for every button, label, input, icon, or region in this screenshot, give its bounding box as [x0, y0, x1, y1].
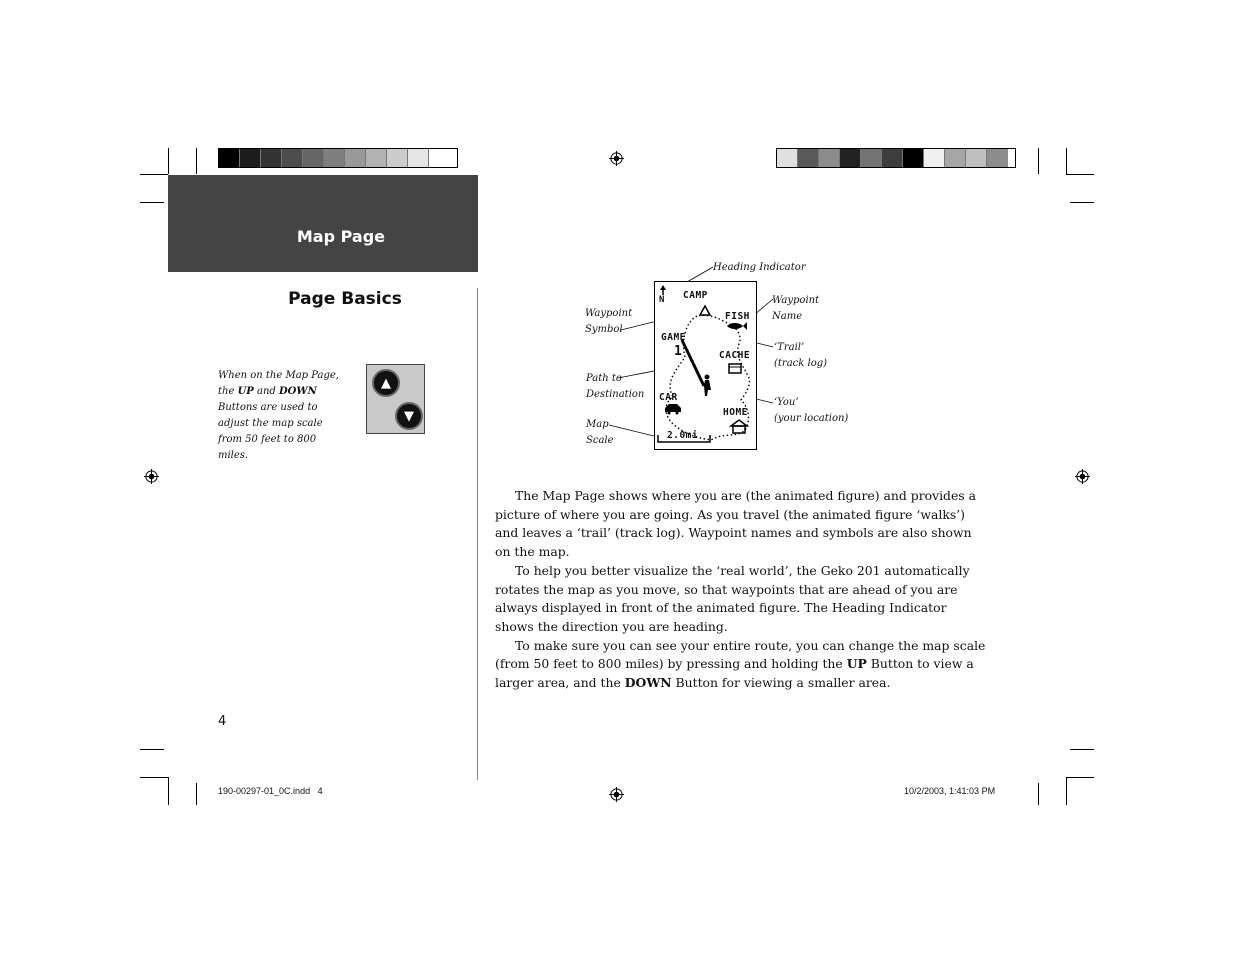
map-waypoint-game-number: 1 — [674, 344, 683, 359]
registration-mark-icon — [1075, 469, 1090, 484]
color-swatch — [777, 149, 798, 167]
map-waypoint-cache: CACHE — [719, 350, 751, 361]
label-line: Waypoint — [585, 308, 633, 319]
color-swatch — [840, 149, 861, 167]
registration-mark-icon — [144, 469, 159, 484]
paragraph-1: The Map Page shows where you are (the animated figure) and provides a picture of where you are going. As you travel (the animated figure ‘walks’) and leaves a ‘trail’ (track log). Waypoint names and symbols are also shown on the map. — [495, 488, 976, 560]
map-north-label: N — [659, 295, 665, 305]
label-line: Scale — [586, 434, 614, 446]
color-swatch — [324, 149, 345, 167]
paragraph-text: To make sure you can see your entire route, you can change the map scale (from 50 feet to 800 miles) by pressing and holding the — [495, 637, 986, 672]
color-swatch — [345, 149, 366, 167]
caption-text: Buttons are used to adjust the map scale from 50 feet to 800 miles. — [218, 402, 323, 461]
map-waypoint-car: CAR — [659, 392, 678, 403]
color-swatch — [966, 149, 987, 167]
color-swatch — [819, 149, 840, 167]
map-waypoint-game: GAME — [661, 332, 686, 343]
paragraph-3 — [495, 637, 987, 693]
caption-text: When on the Map Page, the — [218, 370, 339, 397]
color-swatch — [861, 149, 882, 167]
color-swatch — [240, 149, 261, 167]
paragraph-text: Button for viewing a smaller area. — [671, 675, 891, 691]
footer-timestamp: 10/2/2003, 1:41:03 PM — [904, 786, 996, 796]
registration-mark-icon — [609, 787, 624, 802]
color-swatch — [429, 149, 450, 167]
page-heading: Page Basics — [288, 289, 402, 309]
color-swatch — [945, 149, 966, 167]
page-number: 4 — [218, 714, 227, 729]
map-screen-illustration — [654, 281, 757, 450]
caption-up-label: UP — [237, 386, 254, 397]
color-swatch — [903, 149, 924, 167]
paragraph-text: Button to view a larger area, and the — [495, 656, 974, 691]
color-swatch — [387, 149, 408, 167]
down-button-term: DOWN — [624, 675, 672, 691]
color-swatch — [924, 149, 945, 167]
label-line: (your location) — [774, 412, 849, 424]
registration-mark-icon — [609, 151, 624, 166]
label-line: Name — [772, 310, 803, 322]
map-scale-value: 2.0mi — [667, 430, 699, 441]
up-down-buttons-illustration — [366, 364, 425, 434]
up-arrow-icon: ▲ — [372, 369, 400, 397]
caption-down-label: DOWN — [278, 386, 317, 397]
section-tab-title: Map Page — [296, 227, 385, 246]
label-line: (track log) — [774, 357, 828, 369]
footer-file-slug: 190-00297-01_0C.indd 4 — [218, 786, 323, 796]
label-line: ‘Trail’ — [774, 342, 805, 353]
column-divider — [477, 288, 478, 780]
map-waypoint-camp: CAMP — [683, 290, 708, 301]
color-swatch — [987, 149, 1008, 167]
section-tab — [168, 175, 478, 272]
label-heading-indicator: Heading Indicator — [713, 262, 806, 273]
label-line: Path to — [586, 373, 622, 384]
sidebar-caption — [218, 368, 348, 464]
color-bar-right — [776, 148, 1016, 168]
map-trail-drawing — [655, 282, 756, 449]
color-swatch — [261, 149, 282, 167]
color-swatch — [219, 149, 240, 167]
up-button-term: UP — [846, 656, 867, 672]
color-swatch — [798, 149, 819, 167]
color-swatch — [408, 149, 429, 167]
caption-text: and — [253, 386, 279, 397]
map-waypoint-fish: FISH — [725, 311, 750, 322]
label-line: Destination — [586, 388, 645, 400]
color-swatch — [282, 149, 303, 167]
down-arrow-icon: ▼ — [395, 402, 423, 430]
label-line: Map — [586, 419, 609, 430]
color-swatch — [303, 149, 324, 167]
color-swatch — [366, 149, 387, 167]
label-line: ‘You’ — [774, 397, 799, 408]
map-waypoint-home: HOME — [723, 407, 748, 418]
color-bar-left — [218, 148, 458, 168]
label-line: Symbol — [585, 323, 623, 335]
body-text — [495, 487, 987, 693]
color-swatch — [882, 149, 903, 167]
label-line: Waypoint — [772, 295, 820, 306]
paragraph-2: To help you better visualize the ‘real world’, the Geko 201 automatically rotates the map as you move, so that waypoints that are ahead of you are always displayed in front of the animated figure. The Heading Indicator shows the direction you are heading. — [495, 562, 970, 634]
